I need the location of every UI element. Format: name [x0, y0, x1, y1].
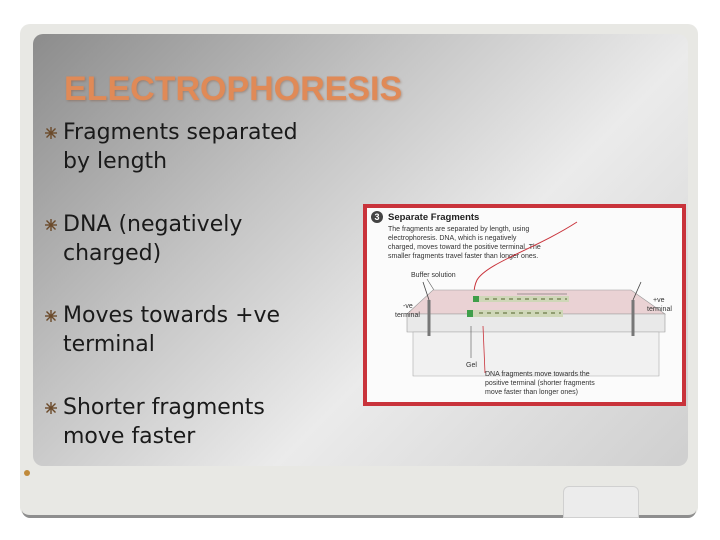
figure-desc-line: The fragments are separated by length, using [388, 226, 530, 233]
positive-terminal-label: +ve [653, 297, 665, 304]
negative-terminal-label: -ve [403, 303, 413, 310]
bullet-star-icon [44, 309, 58, 323]
bullet-star-icon [44, 218, 58, 232]
bullet-text [63, 301, 343, 359]
figure-canvas [367, 208, 682, 402]
figure-desc-line: electrophoresis. DNA, which is negatively [388, 235, 517, 242]
bullet-line: charged) [63, 241, 162, 266]
corner-ornament [24, 470, 30, 476]
bullet-line: Shorter fragments [63, 395, 265, 420]
bullet-text [63, 393, 343, 451]
figure-caption-line: move faster than longer ones) [485, 389, 578, 396]
buffer-label: Buffer solution [411, 272, 456, 279]
bullet-text [63, 210, 343, 268]
bullet-star-icon [44, 401, 58, 415]
well-marker [467, 310, 473, 317]
slide-title: ELECTROPHORESIS [64, 70, 403, 108]
gel-tank-body [413, 332, 659, 376]
figure-desc-line: charged, moves toward the positive terminal. The [388, 244, 541, 251]
bullet-line: terminal [63, 332, 155, 357]
bullet-star-icon [44, 126, 58, 140]
positive-terminal-label: terminal [647, 306, 672, 313]
negative-terminal-label: terminal [395, 312, 420, 319]
well-marker [473, 296, 479, 302]
bullet-line: Fragments separated [63, 120, 298, 145]
bullet-line: move faster [63, 424, 196, 449]
bullet-line: by length [63, 149, 168, 174]
figure-caption-line: positive terminal (shorter fragments [485, 380, 595, 387]
step-number: 3 [374, 212, 380, 222]
bullet-line: DNA (negatively [63, 212, 243, 237]
gel-lane [471, 310, 563, 317]
bullet-line: Moves towards +ve [63, 303, 281, 328]
electrophoresis-figure [363, 204, 686, 406]
figure-desc-line: smaller fragments travel faster than longer ones. [388, 253, 539, 260]
figure-illustration [367, 208, 682, 402]
gel-label: Gel [466, 362, 477, 369]
figure-heading: Separate Fragments [388, 212, 480, 223]
gel-lane [477, 296, 569, 302]
bullet-text [63, 118, 343, 176]
figure-caption-line: DNA fragments move towards the [485, 371, 590, 378]
slide-navigation-tab[interactable] [563, 486, 639, 518]
